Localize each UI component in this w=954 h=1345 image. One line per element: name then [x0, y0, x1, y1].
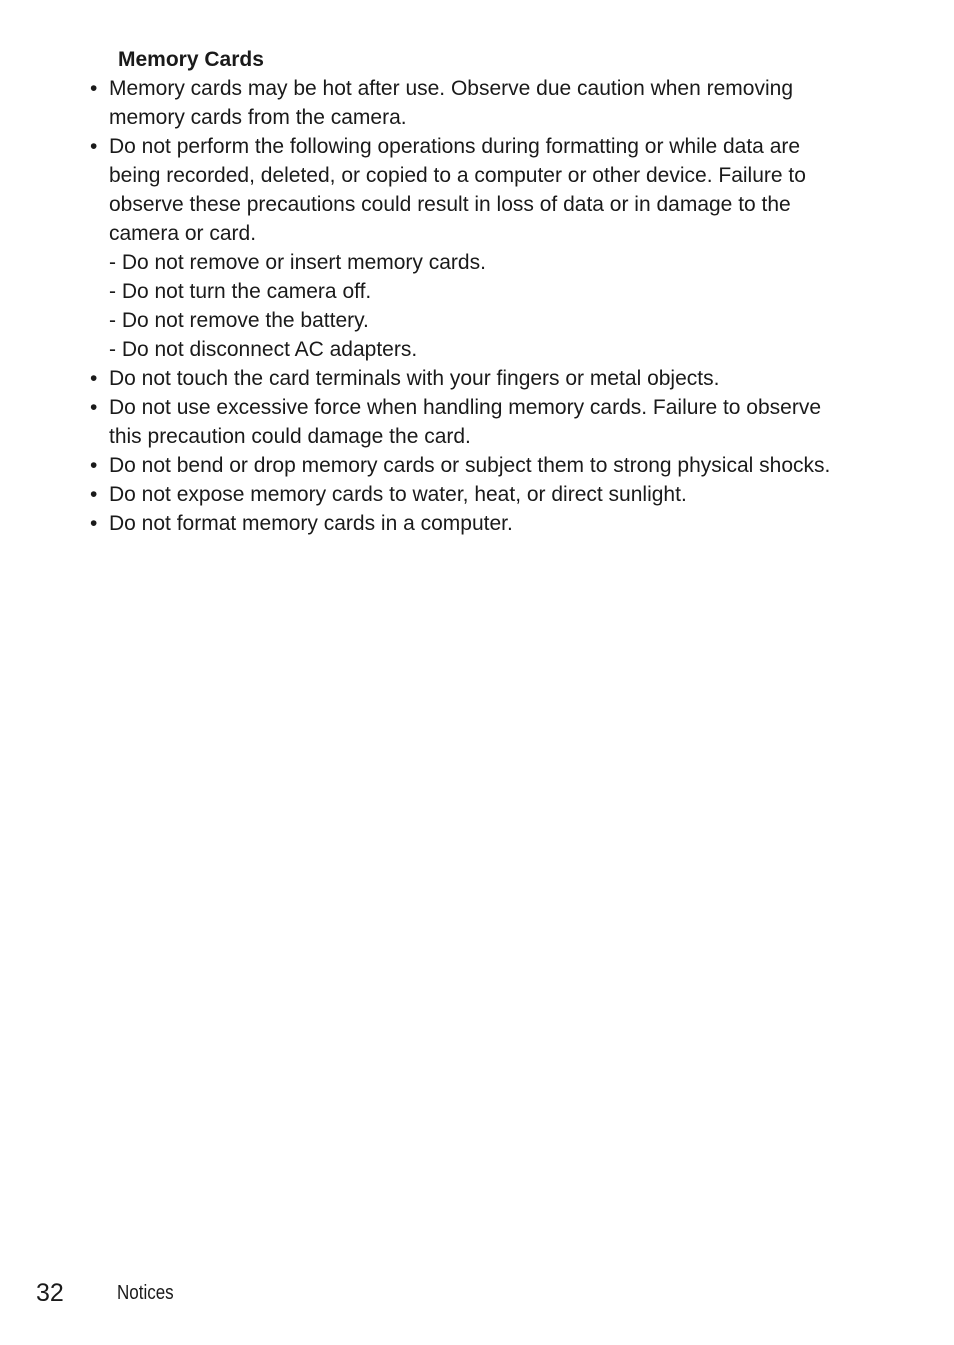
list-item: [90, 480, 850, 509]
bullet-icon: •: [90, 396, 98, 419]
footer-section-title: Notices: [117, 1282, 174, 1304]
list-item-text: Do not format memory cards in a computer.: [109, 512, 513, 535]
page-content: [90, 45, 850, 538]
list-item: [90, 451, 850, 480]
bullet-icon: •: [90, 483, 98, 506]
list-item-text: Memory cards may be hot after use. Observe due caution when removing memory cards from the camera.: [109, 77, 793, 129]
sub-list-item: - Do not turn the camera off.: [109, 280, 372, 303]
list-item: [90, 393, 850, 451]
list-item-text: Do not expose memory cards to water, heat, or direct sunlight.: [109, 483, 687, 506]
sub-list-item: - Do not remove the battery.: [109, 309, 369, 332]
list-item: [90, 74, 850, 132]
list-item-text: Do not use excessive force when handling memory cards. Failure to observe this precaution could damage the card.: [109, 396, 822, 448]
bullet-icon: •: [90, 454, 98, 477]
bullet-icon: •: [90, 77, 98, 100]
sub-list: [109, 248, 850, 364]
sub-list-item: - Do not remove or insert memory cards.: [109, 251, 486, 274]
list-item-text: Do not touch the card terminals with your fingers or metal objects.: [109, 367, 720, 390]
section-heading: Memory Cards: [118, 48, 264, 71]
bullet-icon: •: [90, 512, 98, 535]
bullet-list: [90, 74, 850, 538]
bullet-icon: •: [90, 367, 98, 390]
list-item: [90, 364, 850, 393]
page-number: 32: [36, 1279, 64, 1307]
sub-list-item: - Do not disconnect AC adapters.: [109, 338, 418, 361]
list-item: [90, 132, 850, 364]
bullet-icon: •: [90, 135, 98, 158]
list-item-text: Do not perform the following operations during formatting or while data are being recorded, deleted, or copied to a computer or other device. Failure to observe these precautions could result in loss of data or in damage to the camera or card.: [109, 135, 806, 245]
list-item: [90, 509, 850, 538]
list-item-text: Do not bend or drop memory cards or subject them to strong physical shocks.: [109, 454, 831, 477]
